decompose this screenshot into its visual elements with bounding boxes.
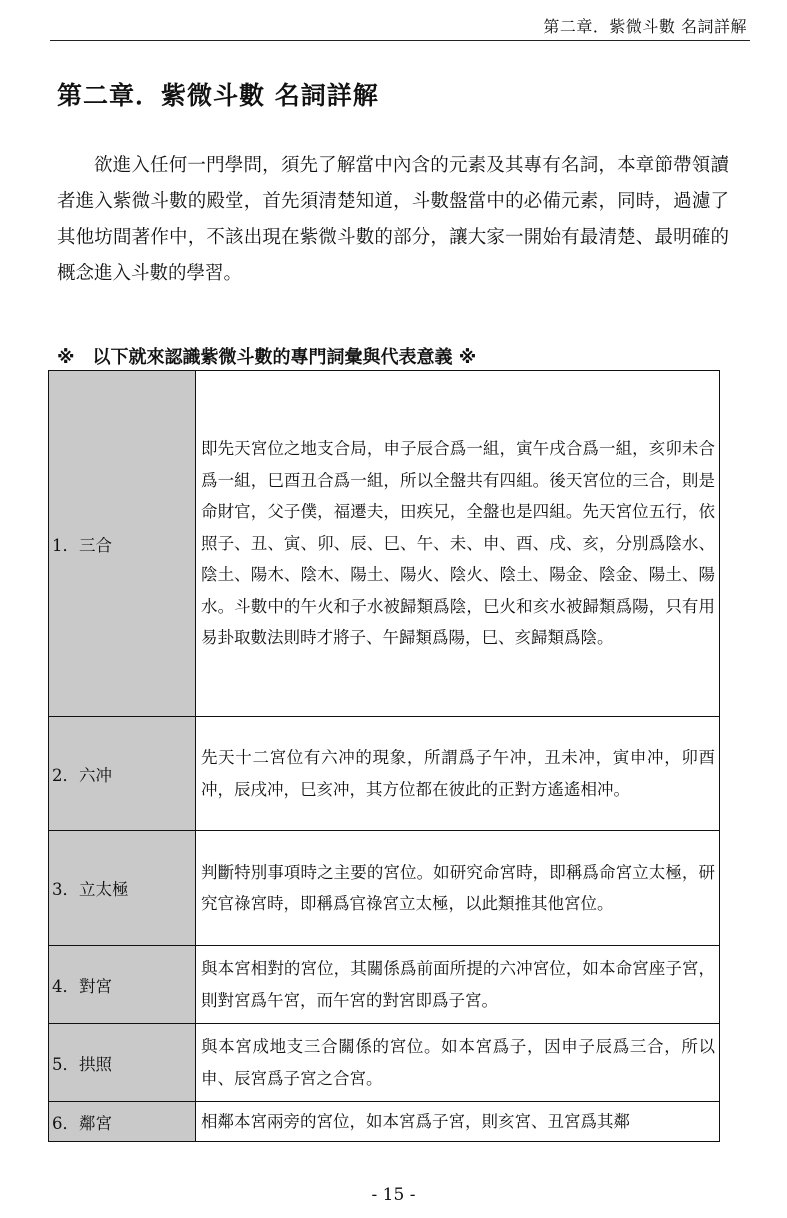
table-row (49, 946, 720, 1024)
running-header: 第二章．紫微斗數 名詞詳解 (543, 17, 747, 36)
term-label: 2．六冲 (49, 717, 196, 831)
term-label: 3．立太極 (49, 831, 196, 946)
page-number: - 15 - (371, 1185, 416, 1205)
term-definition: 即先天宮位之地支合局，申子辰合爲一組，寅午戌合爲一組，亥卯未合爲一組，巳酉丑合爲一組，所以全盤共有四組。後天宮位的三合，則是命財官，父子僕，福遷夫，田疾兄，全盤也是四組。先天宮位五行，依照子、丑、寅、卯、辰、巳、午、未、申、酉、戌、亥，分別爲陰水、陰土、陽木、陰木、陽土、陽火、陰火、陰土、陽金、陰金、陽土、陽水。斗數中的午火和子水被歸類爲陰，巳火和亥水被歸類爲陽，只有用易卦取數法則時才將子、午歸類爲陽，巳、亥歸類爲陰。 (196, 371, 720, 717)
term-definition: 與本宮成地支三合關係的宮位。如本宮爲子，因申子辰爲三合，所以申、辰宮爲子宮之合宮。 (196, 1024, 720, 1102)
chapter-title: 第二章．紫微斗數 名詞詳解 (57, 81, 379, 110)
term-label: 1．三合 (49, 371, 196, 717)
table-row (49, 1102, 720, 1142)
term-definition: 與本宮相對的宮位，其關係爲前面所提的六冲宮位，如本命宮座子宮，則對宮爲午宮，而午宮的對宮即爲子宮。 (196, 946, 720, 1024)
section-heading: ※ 以下就來認識紫微斗數的專門詞彙與代表意義 ※ (57, 347, 477, 368)
table-row (49, 1024, 720, 1102)
term-label: 6．鄰宮 (49, 1102, 196, 1142)
term-label: 4．對宮 (49, 946, 196, 1024)
table-row (49, 831, 720, 946)
term-label: 5．拱照 (49, 1024, 196, 1102)
term-definition: 判斷特別事項時之主要的宮位。如研究命宮時，即稱爲命宮立太極，研究官祿宮時，即稱爲官祿宮立太極，以此類推其他宮位。 (196, 831, 720, 946)
term-definition: 先天十二宮位有六冲的現象，所謂爲子午冲，丑未冲，寅申冲，卯酉冲，辰戌冲，巳亥冲，其方位都在彼此的正對方遙遙相冲。 (196, 717, 720, 831)
term-definition: 相鄰本宮兩旁的宮位，如本宮爲子宮，則亥宮、丑宮爲其鄰 (196, 1102, 720, 1142)
terms-table (48, 370, 720, 1142)
header-divider (50, 40, 750, 41)
table-row (49, 717, 720, 831)
table-row (49, 371, 720, 717)
intro-paragraph: 欲進入任何一門學問，須先了解當中內含的元素及其專有名詞，本章節帶領讀者進入紫微斗數的殿堂，首先須清楚知道，斗數盤當中的必備元素，同時，過濾了其他坊間著作中，不該出現在紫微斗數的部分，讓大家一開始有最清楚、最明確的概念進入斗數的學習。 (57, 155, 729, 284)
